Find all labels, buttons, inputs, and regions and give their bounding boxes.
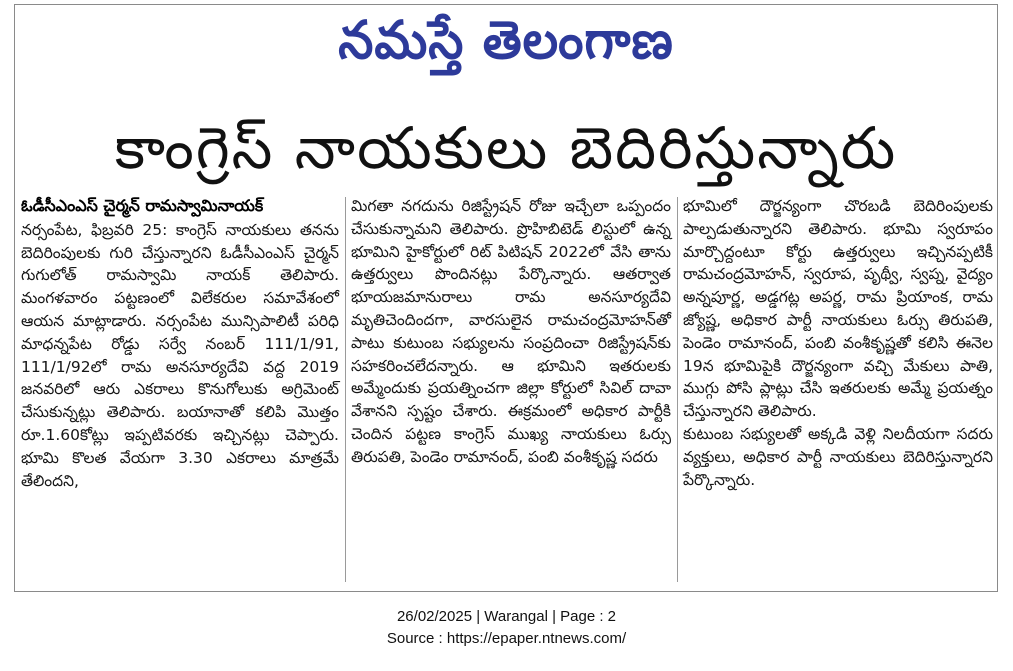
footer-source: Source : https://epaper.ntnews.com/ — [386, 630, 627, 647]
column-divider — [345, 197, 346, 582]
column-divider — [677, 197, 678, 582]
article-column-3 — [683, 195, 993, 491]
newspaper-logo: నమస్తే తెలంగాణ — [338, 9, 674, 71]
masthead — [15, 7, 997, 73]
article-column-2 — [351, 195, 671, 469]
article-headline: కాంగ్రెస్ నాయకులు బెదిరిస్తున్నారు — [114, 114, 898, 182]
footer-date-edition: 26/02/2025 | Warangal | Page : 2 — [396, 608, 617, 625]
article-subhead: ఓడీసీఎంఎస్ చైర్మన్ రామస్వామినాయక్ — [21, 196, 264, 215]
clipping-frame — [14, 4, 998, 592]
article-text-column-3-end: కుటుంబ సభ్యులతో అక్కడి వెళ్లి నిలదీయగా సదరు వ్యక్తులు, అధికార పార్టీ నాయకులు బెదిరిస్తున్నారని పేర్కొన్నారు. — [683, 424, 993, 489]
article-text-column-1: నర్సంపేట, ఫిబ్రవరి 25: కాంగ్రెస్ నాయకులు తనను బెదిరింపులకు గురి చేస్తున్నారని ఓడీసీఎంఎస్ చైర్మన్ గుగులోత్ రామస్వామి నాయక్ తెలిపారు. మంగళవారం పట్టణంలో విలేకరుల సమావేశంలో ఆయన మాట్లాడారు. నర్సంపేట మున్సిపాలిటీ పరిధి మాధన్నపేట రోడ్డు సర్వే నంబర్ 111/1/91, 111/1/92లో రామ అనసూర్యదేవి వద్ద 2019 జనవరిలో ఆరు ఎకరాలు కొనుగోలుకు అగ్రిమెంట్ చేసుకున్నట్లు తెలిపారు. బయానాతో కలిపి మొత్తం రూ.1.60కోట్లు ఇప్పటివరకు ఇచ్చినట్లు చెప్పారు. భూమి కొలత వేయగా 3.30 ఎకరాలు మాత్రమే తేలిందని, — [21, 220, 339, 490]
article-column-1 — [21, 195, 339, 492]
article-text-column-2: మిగతా నగదును రిజిస్ట్రేషన్ రోజు ఇచ్చేలా ఒప్పందం చేసుకున్నామని తెలిపారు. ప్రొహిబిటెడ్ లిస్టులో ఉన్న భూమిని హైకోర్టులో రిట్ పిటిషన్ 2022లో వేసి తాను ఉత్తర్వులు పొందినట్లు పేర్కొన్నారు. ఆతర్వాత భూయజమానురాలు రామ అనసూర్యదేవి మృతిచెందిందగా, వారసులైన రామచంద్రమోహన్‌తో పాటు కుటుంబ సభ్యులను సంప్రదించా రిజిస్ట్రేషన్‌కు సహకరించలేదన్నారు. ఆ భూమిని ఇతరులకు అమ్మేందుకు ప్రయత్నించగా జిల్లా కోర్టులో సివిల్ దావా వేశానని స్పష్టం చేశారు. ఈక్రమంలో అధికార పార్టీకి చెందిన పట్టణ కాంగ్రెస్ ముఖ్య నాయకులు ఓర్సు తిరుపతి, పెండెం రామానంద్, పంబి వంశీకృష్ణ సదరు — [351, 197, 671, 466]
article-text-column-3: భూమిలో దౌర్జన్యంగా చొరబడి బెదిరింపులకు పాల్పడుతున్నారని తెలిపారు. భూమి స్వరూపం మార్చొద్దంటూ కోర్టు ఉత్తర్వులు ఇచ్చినప్పటికీ రామచంద్రమోహన్, స్వరూప, పృథ్వీ, స్వప్న, వైద్యం అన్నపూర్ణ, అడ్డగట్ల అపర్ణ, రామ ప్రియాంక, రామ జ్యోష్ణ, అధికార పార్టీ నాయకులు ఓర్సు తిరుపతి, పెండెం రామానంద్, పంబి వంశీకృష్ణతో కలిసి ఈనెల 19న భూమిపైకి దౌర్జన్యంగా వచ్చి మేకులు పాతి, ముగ్గు పోసి ప్లాట్లు చేసి ఇతరులకు అమ్మే ప్రయత్నం చేస్తున్నారని తెలిపారు. — [683, 197, 993, 421]
